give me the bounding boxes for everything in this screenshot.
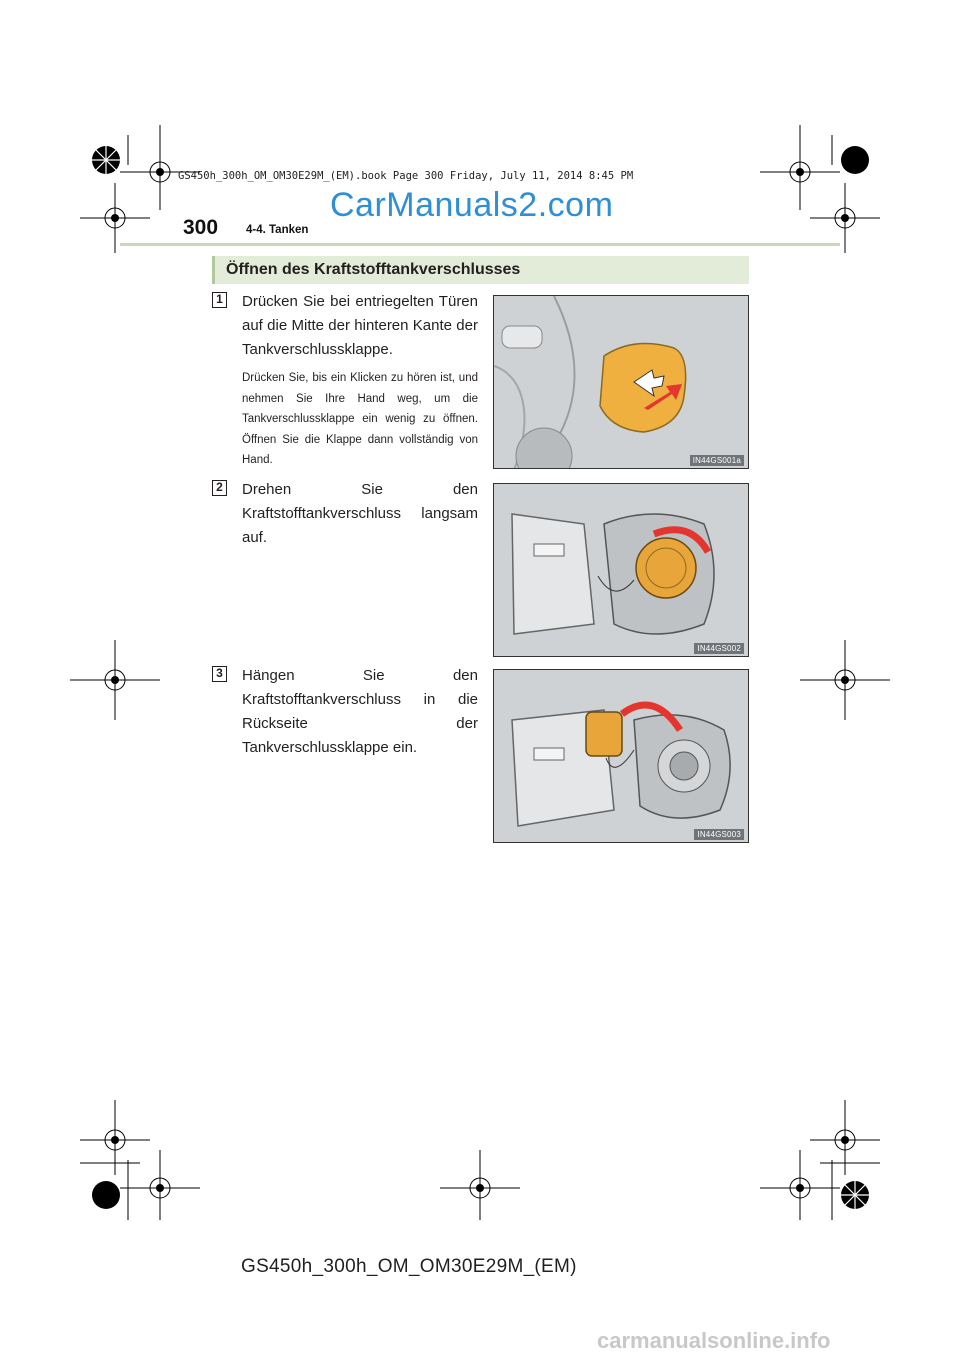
watermark-top: CarManuals2.com <box>330 186 614 224</box>
print-info: GS450h_300h_OM_OM30E29M_(EM).book Page 300 Friday, July 11, 2014 8:45 PM <box>178 170 634 182</box>
fuel-cap-shape <box>636 538 696 598</box>
section-label: 4-4. Tanken <box>246 224 309 236</box>
cap-turn-illustration <box>494 484 749 657</box>
header-rule <box>120 243 840 246</box>
page-heading: Öffnen des Kraftstofftankverschlusses <box>226 261 521 278</box>
step-1-note: Drücken Sie, bis ein Klicken zu hören ist, und nehmen Sie Ihre Hand weg, um die Tankverschlussklappe ein wenig zu öffnen. Öffnen Sie die Klappe dann vollständig von Hand. <box>242 372 478 466</box>
step-3-text: Hängen Sie den Kraftstofftankverschluss in die Rückseite der Tankverschlussklappe ein. <box>242 667 478 756</box>
figure-cap-turn <box>493 483 749 657</box>
figure-1-code: IN44GS001a <box>690 455 744 466</box>
footer-document-id: GS450h_300h_OM_OM30E29M_(EM) <box>241 1256 577 1277</box>
figure-cap-hang <box>493 669 749 843</box>
page-number: 300 <box>183 216 219 239</box>
cap-hang-illustration <box>494 670 749 843</box>
step-3-badge: 3 <box>212 666 227 682</box>
watermark-bottom: carmanualsonline.info <box>597 1328 831 1353</box>
step-2-text: Drehen Sie den Kraftstofftankverschluss langsam auf. <box>242 481 478 546</box>
figure-fuel-flap-press <box>493 295 749 469</box>
figure-2-code: IN44GS002 <box>694 643 744 654</box>
step-1-text: Drücken Sie bei entriegelten Türen auf die Mitte der hinteren Kante der Tankverschlussklappe. <box>242 293 478 358</box>
step-2-badge: 2 <box>212 480 227 496</box>
fuel-flap-illustration <box>494 296 749 469</box>
figure-3-code: IN44GS003 <box>694 829 744 840</box>
step-1-badge: 1 <box>212 292 227 308</box>
hung-cap-shape <box>586 712 622 756</box>
